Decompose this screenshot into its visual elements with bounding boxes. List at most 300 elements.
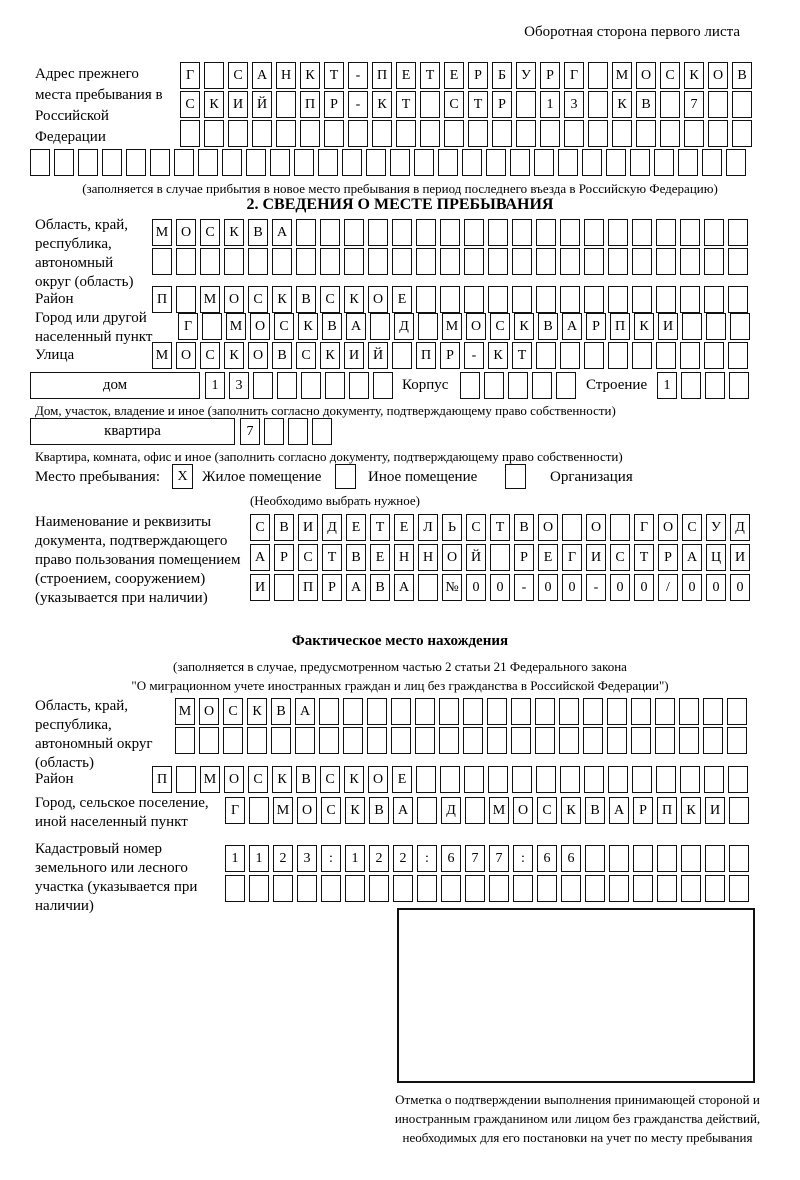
- char-cell[interactable]: :: [417, 845, 437, 872]
- char-cell[interactable]: И: [298, 514, 318, 541]
- char-cell[interactable]: [342, 149, 362, 176]
- prev-address-row-1[interactable]: [180, 62, 752, 89]
- char-cell[interactable]: К: [684, 62, 704, 89]
- char-cell[interactable]: [417, 875, 437, 902]
- char-cell[interactable]: [511, 727, 531, 754]
- char-cell[interactable]: Е: [538, 544, 558, 571]
- char-cell[interactable]: [416, 248, 436, 275]
- char-cell[interactable]: [655, 727, 675, 754]
- char-cell[interactable]: [559, 727, 579, 754]
- char-cell[interactable]: Т: [324, 62, 344, 89]
- char-cell[interactable]: -: [586, 574, 606, 601]
- char-cell[interactable]: П: [152, 286, 172, 313]
- char-cell[interactable]: [370, 313, 390, 340]
- char-cell[interactable]: [532, 372, 552, 399]
- char-cell[interactable]: [418, 574, 438, 601]
- char-cell[interactable]: [608, 286, 628, 313]
- char-cell[interactable]: [349, 372, 369, 399]
- char-cell[interactable]: Д: [394, 313, 414, 340]
- char-cell[interactable]: [418, 313, 438, 340]
- char-cell[interactable]: И: [705, 797, 725, 824]
- char-cell[interactable]: [708, 91, 728, 118]
- char-cell[interactable]: [441, 875, 461, 902]
- char-cell[interactable]: С: [466, 514, 486, 541]
- char-cell[interactable]: В: [322, 313, 342, 340]
- char-cell[interactable]: [368, 248, 388, 275]
- char-cell[interactable]: [440, 286, 460, 313]
- char-cell[interactable]: Й: [368, 342, 388, 369]
- char-cell[interactable]: П: [416, 342, 436, 369]
- char-cell[interactable]: Б: [492, 62, 512, 89]
- char-cell[interactable]: [585, 875, 605, 902]
- char-cell[interactable]: [632, 766, 652, 793]
- char-cell[interactable]: [512, 286, 532, 313]
- char-cell[interactable]: [704, 219, 724, 246]
- char-cell[interactable]: [318, 149, 338, 176]
- char-cell[interactable]: [295, 727, 315, 754]
- char-cell[interactable]: [584, 219, 604, 246]
- char-cell[interactable]: [558, 149, 578, 176]
- char-cell[interactable]: [608, 766, 628, 793]
- char-cell[interactable]: К: [272, 766, 292, 793]
- char-cell[interactable]: Д: [322, 514, 342, 541]
- char-cell[interactable]: 1: [205, 372, 225, 399]
- char-cell[interactable]: [271, 727, 291, 754]
- char-cell[interactable]: 0: [466, 574, 486, 601]
- char-cell[interactable]: 3: [229, 372, 249, 399]
- char-cell[interactable]: О: [297, 797, 317, 824]
- char-cell[interactable]: [126, 149, 146, 176]
- char-cell[interactable]: И: [730, 544, 750, 571]
- char-cell[interactable]: [102, 149, 122, 176]
- char-cell[interactable]: [464, 766, 484, 793]
- char-cell[interactable]: [728, 286, 748, 313]
- char-cell[interactable]: 7: [465, 845, 485, 872]
- district-row[interactable]: [152, 286, 748, 313]
- char-cell[interactable]: [660, 120, 680, 147]
- char-cell[interactable]: [391, 727, 411, 754]
- char-cell[interactable]: 3: [297, 845, 317, 872]
- char-cell[interactable]: [584, 766, 604, 793]
- char-cell[interactable]: [462, 149, 482, 176]
- char-cell[interactable]: [560, 219, 580, 246]
- char-cell[interactable]: [636, 120, 656, 147]
- char-cell[interactable]: [732, 120, 752, 147]
- char-cell[interactable]: И: [344, 342, 364, 369]
- char-cell[interactable]: М: [273, 797, 293, 824]
- char-cell[interactable]: [684, 120, 704, 147]
- char-cell[interactable]: [681, 875, 701, 902]
- char-cell[interactable]: [277, 372, 297, 399]
- char-cell[interactable]: [392, 342, 412, 369]
- char-cell[interactable]: 2: [369, 845, 389, 872]
- char-cell[interactable]: [492, 120, 512, 147]
- char-cell[interactable]: Г: [178, 313, 198, 340]
- char-cell[interactable]: [556, 372, 576, 399]
- char-cell[interactable]: [272, 248, 292, 275]
- char-cell[interactable]: [536, 219, 556, 246]
- char-cell[interactable]: В: [271, 698, 291, 725]
- char-cell[interactable]: Т: [396, 91, 416, 118]
- region-row-1[interactable]: [152, 219, 748, 246]
- char-cell[interactable]: [730, 313, 750, 340]
- char-cell[interactable]: [319, 698, 339, 725]
- char-cell[interactable]: М: [612, 62, 632, 89]
- char-cell[interactable]: М: [175, 698, 195, 725]
- char-cell[interactable]: [249, 875, 269, 902]
- char-cell[interactable]: [536, 766, 556, 793]
- char-cell[interactable]: [562, 514, 582, 541]
- korpus-row[interactable]: [460, 372, 576, 399]
- char-cell[interactable]: [561, 875, 581, 902]
- char-cell[interactable]: Л: [418, 514, 438, 541]
- char-cell[interactable]: 2: [273, 845, 293, 872]
- char-cell[interactable]: [320, 248, 340, 275]
- street-row[interactable]: [152, 342, 748, 369]
- char-cell[interactable]: [657, 875, 677, 902]
- char-cell[interactable]: [630, 149, 650, 176]
- char-cell[interactable]: А: [394, 574, 414, 601]
- char-cell[interactable]: [487, 698, 507, 725]
- char-cell[interactable]: [680, 286, 700, 313]
- char-cell[interactable]: [512, 219, 532, 246]
- document-row-2[interactable]: [250, 544, 750, 571]
- char-cell[interactable]: К: [224, 342, 244, 369]
- char-cell[interactable]: С: [321, 797, 341, 824]
- char-cell[interactable]: [150, 149, 170, 176]
- char-cell[interactable]: А: [562, 313, 582, 340]
- char-cell[interactable]: [588, 91, 608, 118]
- char-cell[interactable]: П: [152, 766, 172, 793]
- char-cell[interactable]: [248, 248, 268, 275]
- char-cell[interactable]: 0: [682, 574, 702, 601]
- char-cell[interactable]: [348, 120, 368, 147]
- char-cell[interactable]: [465, 875, 485, 902]
- char-cell[interactable]: В: [248, 219, 268, 246]
- char-cell[interactable]: [727, 727, 747, 754]
- char-cell[interactable]: [297, 875, 317, 902]
- char-cell[interactable]: [176, 248, 196, 275]
- char-cell[interactable]: [656, 342, 676, 369]
- char-cell[interactable]: [534, 149, 554, 176]
- char-cell[interactable]: [487, 727, 507, 754]
- char-cell[interactable]: [301, 372, 321, 399]
- char-cell[interactable]: К: [272, 286, 292, 313]
- char-cell[interactable]: [199, 727, 219, 754]
- char-cell[interactable]: [703, 727, 723, 754]
- char-cell[interactable]: [727, 698, 747, 725]
- char-cell[interactable]: Р: [322, 574, 342, 601]
- char-cell[interactable]: А: [346, 313, 366, 340]
- char-cell[interactable]: [564, 120, 584, 147]
- char-cell[interactable]: К: [344, 286, 364, 313]
- char-cell[interactable]: К: [247, 698, 267, 725]
- char-cell[interactable]: [516, 120, 536, 147]
- char-cell[interactable]: [440, 248, 460, 275]
- char-cell[interactable]: [253, 372, 273, 399]
- char-cell[interactable]: [252, 120, 272, 147]
- char-cell[interactable]: Н: [394, 544, 414, 571]
- char-cell[interactable]: С: [537, 797, 557, 824]
- city-row[interactable]: [178, 313, 750, 340]
- char-cell[interactable]: А: [272, 219, 292, 246]
- cadastral-row-2[interactable]: [225, 875, 749, 902]
- char-cell[interactable]: [537, 875, 557, 902]
- char-cell[interactable]: 6: [441, 845, 461, 872]
- char-cell[interactable]: [200, 248, 220, 275]
- region3-row-2[interactable]: [175, 727, 747, 754]
- char-cell[interactable]: [321, 875, 341, 902]
- char-cell[interactable]: [343, 698, 363, 725]
- char-cell[interactable]: К: [345, 797, 365, 824]
- char-cell[interactable]: [224, 248, 244, 275]
- char-cell[interactable]: И: [250, 574, 270, 601]
- char-cell[interactable]: [325, 372, 345, 399]
- char-cell[interactable]: О: [368, 286, 388, 313]
- char-cell[interactable]: [706, 313, 726, 340]
- region3-row-1[interactable]: [175, 698, 747, 725]
- char-cell[interactable]: [464, 286, 484, 313]
- char-cell[interactable]: [680, 766, 700, 793]
- char-cell[interactable]: [656, 248, 676, 275]
- char-cell[interactable]: [726, 149, 746, 176]
- char-cell[interactable]: [631, 698, 651, 725]
- char-cell[interactable]: 0: [634, 574, 654, 601]
- char-cell[interactable]: [729, 372, 749, 399]
- char-cell[interactable]: [369, 875, 389, 902]
- char-cell[interactable]: М: [442, 313, 462, 340]
- char-cell[interactable]: [416, 219, 436, 246]
- char-cell[interactable]: О: [250, 313, 270, 340]
- char-cell[interactable]: [439, 698, 459, 725]
- char-cell[interactable]: О: [538, 514, 558, 541]
- char-cell[interactable]: А: [346, 574, 366, 601]
- char-cell[interactable]: Ц: [706, 544, 726, 571]
- char-cell[interactable]: [440, 766, 460, 793]
- char-cell[interactable]: С: [660, 62, 680, 89]
- char-cell[interactable]: [175, 727, 195, 754]
- char-cell[interactable]: С: [682, 514, 702, 541]
- char-cell[interactable]: Н: [418, 544, 438, 571]
- char-cell[interactable]: О: [636, 62, 656, 89]
- char-cell[interactable]: Г: [562, 544, 582, 571]
- cadastral-row-1[interactable]: [225, 845, 749, 872]
- char-cell[interactable]: К: [488, 342, 508, 369]
- char-cell[interactable]: С: [228, 62, 248, 89]
- char-cell[interactable]: Р: [440, 342, 460, 369]
- char-cell[interactable]: С: [320, 286, 340, 313]
- char-cell[interactable]: О: [466, 313, 486, 340]
- char-cell[interactable]: [679, 727, 699, 754]
- char-cell[interactable]: Р: [540, 62, 560, 89]
- char-cell[interactable]: 7: [684, 91, 704, 118]
- char-cell[interactable]: [540, 120, 560, 147]
- char-cell[interactable]: П: [372, 62, 392, 89]
- char-cell[interactable]: -: [348, 91, 368, 118]
- char-cell[interactable]: [438, 149, 458, 176]
- prev-address-row-3[interactable]: [180, 120, 752, 147]
- char-cell[interactable]: [439, 727, 459, 754]
- char-cell[interactable]: А: [682, 544, 702, 571]
- char-cell[interactable]: О: [513, 797, 533, 824]
- char-cell[interactable]: [535, 698, 555, 725]
- char-cell[interactable]: [588, 120, 608, 147]
- char-cell[interactable]: [372, 120, 392, 147]
- char-cell[interactable]: [702, 149, 722, 176]
- char-cell[interactable]: Т: [634, 544, 654, 571]
- char-cell[interactable]: [607, 727, 627, 754]
- char-cell[interactable]: [222, 149, 242, 176]
- char-cell[interactable]: В: [274, 514, 294, 541]
- char-cell[interactable]: [679, 698, 699, 725]
- char-cell[interactable]: [344, 219, 364, 246]
- char-cell[interactable]: [583, 698, 603, 725]
- char-cell[interactable]: [631, 727, 651, 754]
- char-cell[interactable]: -: [514, 574, 534, 601]
- char-cell[interactable]: [300, 120, 320, 147]
- char-cell[interactable]: А: [252, 62, 272, 89]
- char-cell[interactable]: [180, 120, 200, 147]
- char-cell[interactable]: [246, 149, 266, 176]
- char-cell[interactable]: Е: [392, 286, 412, 313]
- char-cell[interactable]: М: [152, 219, 172, 246]
- char-cell[interactable]: С: [296, 342, 316, 369]
- char-cell[interactable]: 0: [490, 574, 510, 601]
- char-cell[interactable]: В: [296, 286, 316, 313]
- char-cell[interactable]: [728, 766, 748, 793]
- char-cell[interactable]: В: [346, 544, 366, 571]
- char-cell[interactable]: [512, 766, 532, 793]
- char-cell[interactable]: [732, 91, 752, 118]
- char-cell[interactable]: Р: [586, 313, 606, 340]
- char-cell[interactable]: 2: [393, 845, 413, 872]
- char-cell[interactable]: 1: [345, 845, 365, 872]
- char-cell[interactable]: 1: [657, 372, 677, 399]
- char-cell[interactable]: [391, 698, 411, 725]
- char-cell[interactable]: К: [561, 797, 581, 824]
- city3-row[interactable]: [225, 797, 749, 824]
- char-cell[interactable]: [264, 418, 284, 445]
- char-cell[interactable]: В: [272, 342, 292, 369]
- char-cell[interactable]: [198, 149, 218, 176]
- char-cell[interactable]: [270, 149, 290, 176]
- char-cell[interactable]: Е: [346, 514, 366, 541]
- char-cell[interactable]: О: [199, 698, 219, 725]
- char-cell[interactable]: [366, 149, 386, 176]
- char-cell[interactable]: К: [514, 313, 534, 340]
- prev-address-row-4[interactable]: [30, 149, 746, 176]
- char-cell[interactable]: [416, 766, 436, 793]
- char-cell[interactable]: [729, 797, 749, 824]
- char-cell[interactable]: О: [708, 62, 728, 89]
- char-cell[interactable]: [444, 120, 464, 147]
- char-cell[interactable]: [632, 219, 652, 246]
- char-cell[interactable]: [632, 248, 652, 275]
- stay-option-residential-checkbox[interactable]: X: [172, 464, 193, 489]
- char-cell[interactable]: В: [296, 766, 316, 793]
- char-cell[interactable]: И: [228, 91, 248, 118]
- char-cell[interactable]: 0: [706, 574, 726, 601]
- document-row-1[interactable]: [250, 514, 750, 541]
- char-cell[interactable]: [704, 342, 724, 369]
- char-cell[interactable]: Р: [633, 797, 653, 824]
- char-cell[interactable]: П: [298, 574, 318, 601]
- char-cell[interactable]: [633, 845, 653, 872]
- char-cell[interactable]: В: [369, 797, 389, 824]
- char-cell[interactable]: [312, 418, 332, 445]
- char-cell[interactable]: [704, 766, 724, 793]
- char-cell[interactable]: [681, 372, 701, 399]
- char-cell[interactable]: 7: [240, 418, 260, 445]
- char-cell[interactable]: Е: [444, 62, 464, 89]
- char-cell[interactable]: 0: [730, 574, 750, 601]
- char-cell[interactable]: [30, 149, 50, 176]
- char-cell[interactable]: Г: [180, 62, 200, 89]
- char-cell[interactable]: А: [295, 698, 315, 725]
- char-cell[interactable]: [204, 62, 224, 89]
- char-cell[interactable]: -: [348, 62, 368, 89]
- char-cell[interactable]: [535, 727, 555, 754]
- char-cell[interactable]: [608, 248, 628, 275]
- char-cell[interactable]: [368, 219, 388, 246]
- char-cell[interactable]: [464, 219, 484, 246]
- char-cell[interactable]: [247, 727, 267, 754]
- char-cell[interactable]: [728, 248, 748, 275]
- char-cell[interactable]: 0: [562, 574, 582, 601]
- char-cell[interactable]: 3: [564, 91, 584, 118]
- char-cell[interactable]: Г: [634, 514, 654, 541]
- char-cell[interactable]: М: [226, 313, 246, 340]
- district3-row[interactable]: [152, 766, 748, 793]
- char-cell[interactable]: М: [200, 286, 220, 313]
- char-cell[interactable]: С: [320, 766, 340, 793]
- char-cell[interactable]: [608, 342, 628, 369]
- char-cell[interactable]: [345, 875, 365, 902]
- char-cell[interactable]: П: [657, 797, 677, 824]
- char-cell[interactable]: [510, 149, 530, 176]
- char-cell[interactable]: [513, 875, 533, 902]
- char-cell[interactable]: [703, 698, 723, 725]
- char-cell[interactable]: С: [223, 698, 243, 725]
- stroenie-row[interactable]: [657, 372, 749, 399]
- char-cell[interactable]: [202, 313, 222, 340]
- char-cell[interactable]: [654, 149, 674, 176]
- char-cell[interactable]: [633, 875, 653, 902]
- char-cell[interactable]: [678, 149, 698, 176]
- char-cell[interactable]: -: [464, 342, 484, 369]
- char-cell[interactable]: С: [298, 544, 318, 571]
- char-cell[interactable]: [508, 372, 528, 399]
- char-cell[interactable]: К: [344, 766, 364, 793]
- char-cell[interactable]: [680, 342, 700, 369]
- char-cell[interactable]: [583, 727, 603, 754]
- char-cell[interactable]: Р: [514, 544, 534, 571]
- prev-address-row-2[interactable]: [180, 91, 752, 118]
- char-cell[interactable]: [656, 219, 676, 246]
- char-cell[interactable]: [609, 875, 629, 902]
- char-cell[interactable]: С: [444, 91, 464, 118]
- char-cell[interactable]: [460, 372, 480, 399]
- char-cell[interactable]: [632, 286, 652, 313]
- char-cell[interactable]: [152, 248, 172, 275]
- char-cell[interactable]: [729, 875, 749, 902]
- char-cell[interactable]: А: [393, 797, 413, 824]
- char-cell[interactable]: С: [248, 766, 268, 793]
- char-cell[interactable]: [440, 219, 460, 246]
- char-cell[interactable]: [463, 727, 483, 754]
- char-cell[interactable]: [560, 342, 580, 369]
- char-cell[interactable]: [516, 91, 536, 118]
